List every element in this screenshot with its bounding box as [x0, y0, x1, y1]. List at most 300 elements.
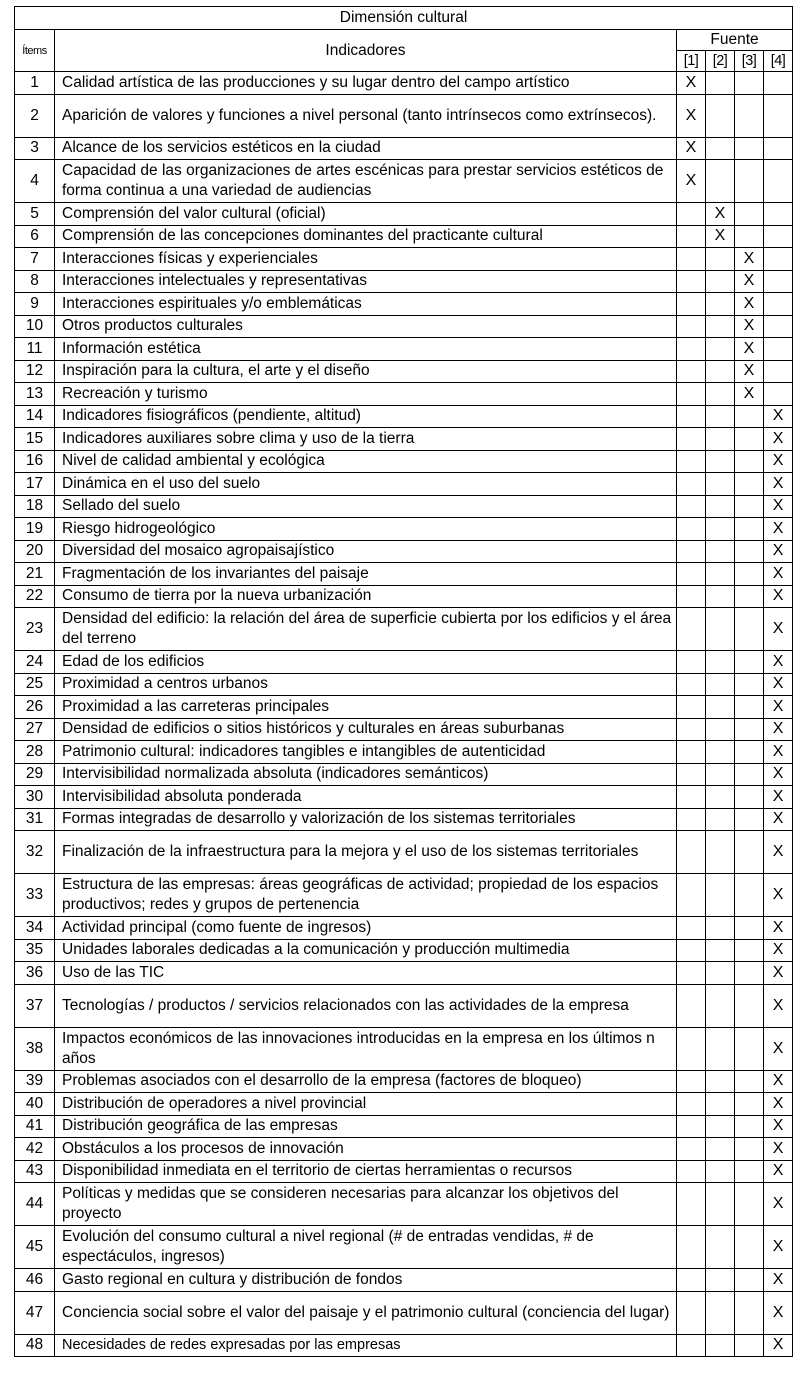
- source-1-cell: [677, 1334, 706, 1357]
- source-4-cell: X: [764, 831, 793, 874]
- source-1-cell: [677, 651, 706, 674]
- indicator-text: Distribución de operadores a nivel provincial: [55, 1093, 677, 1116]
- source-1-cell: [677, 917, 706, 940]
- cultural-dimension-table: [14, 6, 793, 1357]
- source-4-cell: X: [764, 1027, 793, 1070]
- source-1-cell: [677, 808, 706, 831]
- source-3-cell: [735, 1291, 764, 1334]
- source-1-cell: [677, 1269, 706, 1292]
- source-2-cell: [706, 962, 735, 985]
- source-4-cell: X: [764, 1183, 793, 1226]
- source-2-cell: [706, 808, 735, 831]
- item-number: 17: [15, 473, 55, 496]
- source-1-cell: [677, 428, 706, 451]
- indicator-text: Disponibilidad inmediata en el territorio de ciertas herramientas o recursos: [55, 1160, 677, 1183]
- indicator-text: Diversidad del mosaico agropaisajístico: [55, 540, 677, 563]
- source-2-cell: [706, 338, 735, 361]
- item-number: 21: [15, 563, 55, 586]
- table-row: [15, 338, 793, 361]
- source-4-cell: X: [764, 495, 793, 518]
- source-4-cell: X: [764, 808, 793, 831]
- table-row: [15, 293, 793, 316]
- table-row: [15, 1291, 793, 1334]
- source-2-cell: [706, 786, 735, 809]
- source-1-cell: [677, 248, 706, 271]
- table-row: [15, 270, 793, 293]
- source-1-cell: [677, 786, 706, 809]
- indicator-text: Impactos económicos de las innovaciones introducidas en la empresa en los últimos n años: [55, 1027, 677, 1070]
- source-3-cell: [735, 160, 764, 203]
- source-4-cell: X: [764, 1226, 793, 1269]
- item-number: 33: [15, 874, 55, 917]
- item-number: 22: [15, 585, 55, 608]
- indicator-text: Actividad principal (como fuente de ingresos): [55, 917, 677, 940]
- table-row: [15, 94, 793, 137]
- source-1-cell: [677, 473, 706, 496]
- source-3-cell: [735, 608, 764, 651]
- item-number: 5: [15, 203, 55, 226]
- source-1-cell: [677, 585, 706, 608]
- item-number: 14: [15, 405, 55, 428]
- source-4-cell: [764, 315, 793, 338]
- table-row: [15, 939, 793, 962]
- item-number: 13: [15, 383, 55, 406]
- table-row: [15, 763, 793, 786]
- source-2-cell: [706, 1093, 735, 1116]
- source-4-cell: [764, 225, 793, 248]
- source-3-cell: [735, 585, 764, 608]
- source-1-cell: [677, 315, 706, 338]
- source-3-cell: [735, 540, 764, 563]
- source-3-cell: [735, 651, 764, 674]
- item-number: 32: [15, 831, 55, 874]
- source-2-cell: [706, 1183, 735, 1226]
- source-2-cell: [706, 383, 735, 406]
- source-3-cell: [735, 741, 764, 764]
- source-4-cell: [764, 383, 793, 406]
- source-3-cell: [735, 1138, 764, 1161]
- source-3-cell: [735, 831, 764, 874]
- table-row: [15, 540, 793, 563]
- source-1-cell: [677, 939, 706, 962]
- indicator-text: Intervisibilidad absoluta ponderada: [55, 786, 677, 809]
- source-4-cell: X: [764, 696, 793, 719]
- source-2-header: [2]: [706, 51, 735, 72]
- table-row: [15, 1070, 793, 1093]
- item-number: 45: [15, 1226, 55, 1269]
- table-row: [15, 696, 793, 719]
- indicator-text: Comprensión de las concepciones dominantes del practicante cultural: [55, 225, 677, 248]
- source-2-cell: [706, 696, 735, 719]
- indicator-text: Comprensión del valor cultural (oficial): [55, 203, 677, 226]
- source-3-cell: [735, 428, 764, 451]
- item-number: 3: [15, 137, 55, 160]
- source-1-cell: [677, 696, 706, 719]
- indicator-text: Información estética: [55, 338, 677, 361]
- source-4-cell: X: [764, 786, 793, 809]
- source-3-cell: X: [735, 270, 764, 293]
- source-3-cell: [735, 450, 764, 473]
- item-number: 30: [15, 786, 55, 809]
- source-4-cell: [764, 72, 793, 95]
- table-row: [15, 137, 793, 160]
- source-4-cell: X: [764, 917, 793, 940]
- source-2-cell: [706, 1160, 735, 1183]
- source-3-cell: [735, 962, 764, 985]
- indicator-text: Unidades laborales dedicadas a la comunicación y producción multimedia: [55, 939, 677, 962]
- source-3-cell: [735, 225, 764, 248]
- source-4-cell: X: [764, 473, 793, 496]
- table-row: [15, 1269, 793, 1292]
- source-4-cell: [764, 248, 793, 271]
- source-3-cell: X: [735, 360, 764, 383]
- source-1-cell: [677, 270, 706, 293]
- source-4-cell: X: [764, 984, 793, 1027]
- source-1-cell: [677, 495, 706, 518]
- item-number: 39: [15, 1070, 55, 1093]
- source-2-cell: [706, 473, 735, 496]
- source-column-header: Fuente: [677, 30, 793, 51]
- table-row: [15, 360, 793, 383]
- indicator-text: Edad de los edificios: [55, 651, 677, 674]
- item-number: 2: [15, 94, 55, 137]
- source-2-cell: [706, 1070, 735, 1093]
- indicator-text: Nivel de calidad ambiental y ecológica: [55, 450, 677, 473]
- source-2-cell: [706, 248, 735, 271]
- source-2-cell: [706, 270, 735, 293]
- item-number: 4: [15, 160, 55, 203]
- table-row: [15, 1183, 793, 1226]
- source-4-cell: [764, 203, 793, 226]
- item-number: 11: [15, 338, 55, 361]
- source-1-cell: [677, 360, 706, 383]
- indicator-text: Evolución del consumo cultural a nivel regional (# de entradas vendidas, # de espectáculos, ingresos): [55, 1226, 677, 1269]
- table-row: [15, 984, 793, 1027]
- source-3-cell: [735, 1070, 764, 1093]
- source-2-cell: [706, 94, 735, 137]
- indicator-text: Densidad del edificio: la relación del área de superficie cubierta por los edificios y el área del terreno: [55, 608, 677, 651]
- indicator-text: Patrimonio cultural: indicadores tangibles e intangibles de autenticidad: [55, 741, 677, 764]
- table-row: [15, 473, 793, 496]
- source-2-cell: [706, 1291, 735, 1334]
- source-2-cell: [706, 917, 735, 940]
- source-3-cell: [735, 473, 764, 496]
- item-number: 47: [15, 1291, 55, 1334]
- table-title: Dimensión cultural: [15, 7, 793, 30]
- indicator-text: Alcance de los servicios estéticos en la ciudad: [55, 137, 677, 160]
- indicator-text: Interacciones espirituales y/o emblemáticas: [55, 293, 677, 316]
- items-column-header: Ítems: [15, 30, 55, 72]
- source-1-cell: [677, 1027, 706, 1070]
- item-number: 15: [15, 428, 55, 451]
- indicator-text: Proximidad a centros urbanos: [55, 673, 677, 696]
- indicator-text: Conciencia social sobre el valor del paisaje y el patrimonio cultural (conciencia del lugar): [55, 1291, 677, 1334]
- table-row: [15, 495, 793, 518]
- source-2-cell: [706, 1115, 735, 1138]
- source-4-cell: X: [764, 405, 793, 428]
- item-number: 7: [15, 248, 55, 271]
- item-number: 26: [15, 696, 55, 719]
- table-row: [15, 718, 793, 741]
- source-2-cell: [706, 540, 735, 563]
- source-4-cell: X: [764, 1138, 793, 1161]
- source-2-cell: [706, 293, 735, 316]
- source-3-cell: [735, 563, 764, 586]
- source-2-cell: [706, 673, 735, 696]
- item-number: 1: [15, 72, 55, 95]
- item-number: 20: [15, 540, 55, 563]
- source-2-cell: [706, 1226, 735, 1269]
- source-3-cell: [735, 939, 764, 962]
- source-1-cell: [677, 608, 706, 651]
- source-3-cell: [735, 917, 764, 940]
- indicator-text: Inspiración para la cultura, el arte y el diseño: [55, 360, 677, 383]
- source-1-cell: [677, 1115, 706, 1138]
- source-3-cell: [735, 1027, 764, 1070]
- source-3-cell: X: [735, 315, 764, 338]
- source-4-cell: [764, 94, 793, 137]
- source-1-cell: [677, 984, 706, 1027]
- table-row: [15, 651, 793, 674]
- source-1-cell: X: [677, 137, 706, 160]
- source-3-cell: [735, 94, 764, 137]
- source-3-cell: [735, 1093, 764, 1116]
- source-1-cell: [677, 1291, 706, 1334]
- source-3-cell: [735, 1334, 764, 1357]
- source-3-header: [3]: [735, 51, 764, 72]
- source-2-cell: [706, 428, 735, 451]
- source-2-cell: [706, 450, 735, 473]
- indicator-text: Indicadores fisiográficos (pendiente, altitud): [55, 405, 677, 428]
- table-row: [15, 383, 793, 406]
- indicator-text: Sellado del suelo: [55, 495, 677, 518]
- source-4-cell: [764, 160, 793, 203]
- source-1-cell: [677, 718, 706, 741]
- table-row: [15, 673, 793, 696]
- table-row: [15, 808, 793, 831]
- indicator-text: Proximidad a las carreteras principales: [55, 696, 677, 719]
- indicator-text: Finalización de la infraestructura para la mejora y el uso de los sistemas territoriales: [55, 831, 677, 874]
- item-number: 46: [15, 1269, 55, 1292]
- item-number: 12: [15, 360, 55, 383]
- source-2-cell: [706, 72, 735, 95]
- item-number: 27: [15, 718, 55, 741]
- item-number: 29: [15, 763, 55, 786]
- source-2-cell: [706, 518, 735, 541]
- source-1-cell: [677, 405, 706, 428]
- indicator-text: Riesgo hidrogeológico: [55, 518, 677, 541]
- source-2-cell: [706, 608, 735, 651]
- source-2-cell: [706, 563, 735, 586]
- table-row: [15, 1160, 793, 1183]
- indicator-text: Indicadores auxiliares sobre clima y uso de la tierra: [55, 428, 677, 451]
- source-4-cell: X: [764, 428, 793, 451]
- table-row: [15, 741, 793, 764]
- item-number: 10: [15, 315, 55, 338]
- table-row: [15, 563, 793, 586]
- source-2-cell: [706, 874, 735, 917]
- table-row: [15, 248, 793, 271]
- source-4-cell: X: [764, 962, 793, 985]
- source-4-cell: X: [764, 1093, 793, 1116]
- indicator-text: Interacciones intelectuales y representativas: [55, 270, 677, 293]
- source-2-cell: [706, 651, 735, 674]
- source-3-cell: [735, 696, 764, 719]
- source-3-cell: X: [735, 383, 764, 406]
- indicator-text: Formas integradas de desarrollo y valorización de los sistemas territoriales: [55, 808, 677, 831]
- source-1-cell: X: [677, 160, 706, 203]
- source-4-cell: X: [764, 741, 793, 764]
- source-3-cell: [735, 1160, 764, 1183]
- item-number: 38: [15, 1027, 55, 1070]
- table-row: [15, 1334, 793, 1357]
- item-number: 43: [15, 1160, 55, 1183]
- item-number: 16: [15, 450, 55, 473]
- table-row: [15, 962, 793, 985]
- table-row: [15, 225, 793, 248]
- source-1-cell: [677, 203, 706, 226]
- source-3-cell: [735, 137, 764, 160]
- source-2-cell: [706, 831, 735, 874]
- source-4-cell: X: [764, 1070, 793, 1093]
- item-number: 9: [15, 293, 55, 316]
- source-3-cell: [735, 874, 764, 917]
- source-1-cell: [677, 450, 706, 473]
- indicator-text: Políticas y medidas que se consideren necesarias para alcanzar los objetivos del proyecto: [55, 1183, 677, 1226]
- item-number: 41: [15, 1115, 55, 1138]
- source-1-cell: [677, 563, 706, 586]
- table-row: [15, 160, 793, 203]
- indicator-text: Problemas asociados con el desarrollo de la empresa (factores de bloqueo): [55, 1070, 677, 1093]
- source-4-cell: X: [764, 608, 793, 651]
- item-number: 23: [15, 608, 55, 651]
- table-row: [15, 608, 793, 651]
- source-4-cell: [764, 338, 793, 361]
- source-4-cell: X: [764, 1291, 793, 1334]
- indicators-column-header: Indicadores: [55, 30, 677, 72]
- source-3-cell: [735, 786, 764, 809]
- source-1-cell: [677, 741, 706, 764]
- table-row: [15, 1027, 793, 1070]
- source-2-cell: X: [706, 225, 735, 248]
- item-number: 19: [15, 518, 55, 541]
- source-2-cell: [706, 585, 735, 608]
- indicator-text: Gasto regional en cultura y distribución de fondos: [55, 1269, 677, 1292]
- source-4-cell: X: [764, 939, 793, 962]
- source-3-cell: [735, 763, 764, 786]
- source-2-cell: [706, 360, 735, 383]
- indicator-text: Interacciones físicas y experienciales: [55, 248, 677, 271]
- table-row: [15, 518, 793, 541]
- source-3-cell: [735, 718, 764, 741]
- source-3-cell: [735, 1269, 764, 1292]
- item-number: 28: [15, 741, 55, 764]
- source-3-cell: [735, 518, 764, 541]
- source-1-cell: [677, 1183, 706, 1226]
- table-row: [15, 786, 793, 809]
- source-1-cell: X: [677, 72, 706, 95]
- item-number: 35: [15, 939, 55, 962]
- source-2-cell: [706, 160, 735, 203]
- indicator-text: Intervisibilidad normalizada absoluta (indicadores semánticos): [55, 763, 677, 786]
- indicator-text: Aparición de valores y funciones a nivel personal (tanto intrínsecos como extrínsecos).: [55, 94, 677, 137]
- item-number: 18: [15, 495, 55, 518]
- source-1-cell: [677, 338, 706, 361]
- table-row: [15, 874, 793, 917]
- source-4-cell: X: [764, 563, 793, 586]
- source-3-cell: [735, 673, 764, 696]
- item-number: 40: [15, 1093, 55, 1116]
- table-row: [15, 1093, 793, 1116]
- source-1-cell: [677, 874, 706, 917]
- source-1-cell: [677, 831, 706, 874]
- table-row: [15, 1115, 793, 1138]
- item-number: 25: [15, 673, 55, 696]
- source-3-cell: X: [735, 293, 764, 316]
- source-1-cell: [677, 962, 706, 985]
- source-3-cell: [735, 1183, 764, 1226]
- indicator-text: Capacidad de las organizaciones de artes escénicas para prestar servicios estéticos de forma continua a una variedad de audiencias: [55, 160, 677, 203]
- indicator-text: Obstáculos a los procesos de innovación: [55, 1138, 677, 1161]
- table-row: [15, 428, 793, 451]
- source-2-cell: [706, 495, 735, 518]
- source-4-cell: X: [764, 518, 793, 541]
- table-row: [15, 315, 793, 338]
- indicator-text: Uso de las TIC: [55, 962, 677, 985]
- source-1-cell: [677, 763, 706, 786]
- source-1-cell: [677, 540, 706, 563]
- source-2-cell: [706, 137, 735, 160]
- table-row: [15, 831, 793, 874]
- source-4-cell: X: [764, 585, 793, 608]
- item-number: 31: [15, 808, 55, 831]
- source-1-cell: [677, 1226, 706, 1269]
- indicator-text: Dinámica en el uso del suelo: [55, 473, 677, 496]
- item-number: 44: [15, 1183, 55, 1226]
- table-row: [15, 917, 793, 940]
- source-3-cell: [735, 405, 764, 428]
- indicator-text: Tecnologías / productos / servicios relacionados con las actividades de la empresa: [55, 984, 677, 1027]
- indicator-text: Estructura de las empresas: áreas geográficas de actividad; propiedad de los espacios productivos; redes y grupos de pertenencia: [55, 874, 677, 917]
- source-2-cell: [706, 1334, 735, 1357]
- item-number: 6: [15, 225, 55, 248]
- source-4-cell: X: [764, 1115, 793, 1138]
- source-4-cell: [764, 137, 793, 160]
- table-row: [15, 405, 793, 428]
- source-1-header: [1]: [677, 51, 706, 72]
- source-2-cell: [706, 1269, 735, 1292]
- source-2-cell: [706, 315, 735, 338]
- table-row: [15, 1226, 793, 1269]
- item-number: 36: [15, 962, 55, 985]
- source-4-cell: [764, 293, 793, 316]
- source-4-cell: X: [764, 651, 793, 674]
- source-3-cell: [735, 808, 764, 831]
- source-4-cell: X: [764, 540, 793, 563]
- source-4-cell: [764, 270, 793, 293]
- item-number: 42: [15, 1138, 55, 1161]
- source-1-cell: [677, 518, 706, 541]
- source-4-cell: X: [764, 673, 793, 696]
- source-4-cell: X: [764, 1160, 793, 1183]
- source-2-cell: [706, 939, 735, 962]
- source-2-cell: [706, 984, 735, 1027]
- source-1-cell: [677, 1160, 706, 1183]
- source-1-cell: [677, 1138, 706, 1161]
- indicator-text: Calidad artística de las producciones y su lugar dentro del campo artístico: [55, 72, 677, 95]
- source-3-cell: [735, 984, 764, 1027]
- source-4-cell: X: [764, 1269, 793, 1292]
